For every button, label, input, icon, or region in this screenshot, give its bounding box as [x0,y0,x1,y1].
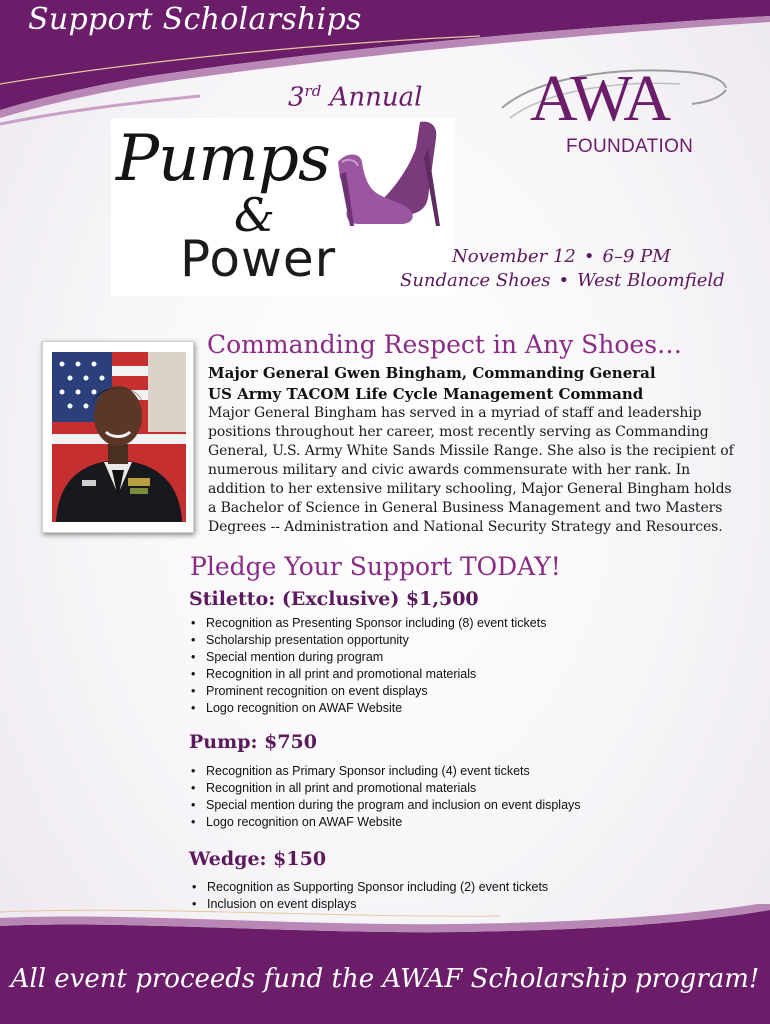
benefit-item: • Prominent recognition on event displays [189,683,546,700]
benefit-item: • Recognition in all print and promotional materials [189,666,546,683]
awa-logo-letters: AWA [530,62,670,135]
benefit-item: • Recognition as Primary Sponsor including (4) event tickets [189,763,581,780]
footer-message: All event proceeds fund the AWAF Scholarship program! [10,964,760,994]
event-date-time: November 12 • 6–9 PM [452,246,671,267]
event-title-power: Power [180,230,337,288]
benefit-item: • Special mention during program [189,649,546,666]
high-heels-icon [328,118,456,230]
speaker-bio-line: addition to her extensive military schooling, Major General Bingham holds [208,481,732,497]
tier-wedge-heading: Wedge: $150 [189,848,327,870]
event-location: Sundance Shoes • West Bloomfield [400,270,725,291]
benefit-item: • Recognition as Supporting Sponsor including (2) event tickets [190,879,548,896]
banner-title: Support Scholarships [28,2,362,37]
speaker-photo [52,352,186,522]
speaker-bio-line: Degrees -- Administration and National Security Strategy and Resources. [208,519,723,535]
benefit-item: • Inclusion on event displays [190,896,548,913]
tier-stiletto-heading: Stiletto: (Exclusive) $1,500 [189,588,479,610]
benefit-item: • Logo recognition on AWAF Website [189,814,581,831]
tier-stiletto-benefits [189,615,546,717]
benefit-item: • Scholarship presentation opportunity [189,632,546,649]
speaker-bio-line: General, U.S. Army White Sands Missile Range. She also is the recipient of [208,443,734,459]
speaker-bio-line: positions throughout her career, most recently serving as Commanding [208,424,709,440]
speaker-heading: Commanding Respect in Any Shoes… [207,330,683,359]
speaker-bio-line: numerous military and civic awards commensurate with her rank. In [208,462,691,478]
benefit-item: • Recognition as Presenting Sponsor including (8) event tickets [189,615,546,632]
tier-pump-benefits [189,763,581,831]
benefit-item: • Logo recognition on AWAF Website [189,700,546,717]
speaker-bio-line: a Bachelor of Science in General Business Management and two Masters [208,500,723,516]
benefit-item: • Recognition in all print and promotional materials [189,780,581,797]
speaker-name: Major General Gwen Bingham, Commanding General [208,364,656,382]
awa-logo-foundation: FOUNDATION [566,136,694,157]
speaker-bio-line: Major General Bingham has served in a myriad of staff and leadership [208,405,702,421]
annual-label: 3rd Annual [288,82,423,113]
benefit-item: • Special mention during the program and inclusion on event displays [189,797,581,814]
tier-pump-heading: Pump: $750 [189,731,317,753]
event-title-pumps: Pumps [116,122,330,196]
speaker-title: US Army TACOM Life Cycle Management Command [208,385,644,403]
event-title-ampersand: & [234,188,275,242]
pledge-heading: Pledge Your Support TODAY! [190,552,561,581]
